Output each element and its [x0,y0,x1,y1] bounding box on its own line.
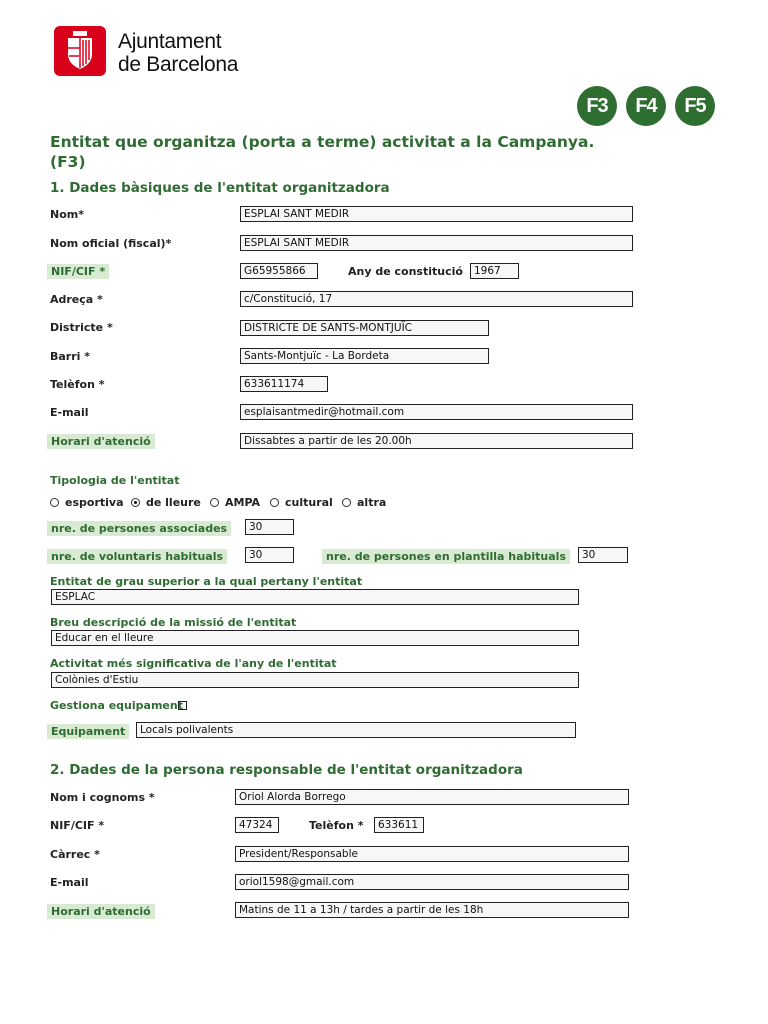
adreca-label: Adreça * [50,293,103,306]
form-badge-f3[interactable]: F3 [577,86,617,126]
radio-cultural[interactable] [270,496,333,509]
nom-oficial-label: Nom oficial (fiscal)* [50,237,172,250]
tipologia-label: Tipologia de l'entitat [50,474,180,487]
email-field[interactable]: esplaisantmedir@hotmail.com [240,404,633,420]
telefon-label: Telèfon * [50,378,105,391]
radio-label: de lleure [146,496,201,509]
email-label: E-mail [50,406,89,419]
grau-field[interactable]: ESPLAC [51,589,579,605]
resp-nom-field[interactable]: Oriol Alorda Borrego [235,789,629,805]
any-constitucio-field[interactable]: 1967 [470,263,519,279]
nif-field[interactable]: G65955866 [240,263,318,279]
radio-de-lleure[interactable] [131,496,201,509]
resp-horari-label: Horari d'atenció [47,904,155,919]
nom-field[interactable]: ESPLAI SANT MEDIR [240,206,633,222]
org-name [118,30,238,76]
page-title: Entitat que organitza (porta a terme) activitat a la Campanya. (F3) [50,133,595,171]
activitat-field[interactable]: Colònies d'Estiu [51,672,579,688]
districte-label: Districte * [50,321,113,334]
radio-circle-selected [131,498,140,507]
section1-heading: 1. Dades bàsiques de l'entitat organitzadora [50,180,390,196]
barcelona-shield-icon [54,26,106,76]
resp-carrec-field[interactable]: President/Responsable [235,846,629,862]
section2-heading: 2. Dades de la persona responsable de l'entitat organitzadora [50,762,523,778]
radio-circle [342,498,351,507]
plantilla-field[interactable]: 30 [578,547,628,563]
missio-label: Breu descripció de la missió de l'entitat [50,616,297,629]
resp-horari-field[interactable]: Matins de 11 a 13h / tardes a partir de les 18h [235,902,629,918]
associades-label: nre. de persones associades [47,521,231,536]
radio-circle [270,498,279,507]
radio-altra[interactable] [342,496,386,509]
org-name-line1: Ajuntament [118,30,222,53]
telefon-field[interactable]: 633611174 [240,376,328,392]
form-badge-f4[interactable]: F4 [626,86,666,126]
districte-field[interactable]: DISTRICTE DE SANTS-MONTJUÏC [240,320,489,336]
radio-label: altra [357,496,387,509]
resp-nif-field[interactable]: 47324 [235,817,279,833]
radio-esportiva[interactable] [50,496,124,509]
nif-label: NIF/CIF * [47,264,109,279]
gestiona-label: Gestiona equipament [50,699,183,712]
activitat-label: Activitat més significativa de l'any de l'entitat [50,657,337,670]
radio-label: esportiva [65,496,124,509]
org-name-line2: de Barcelona [118,53,239,76]
plantilla-label: nre. de persones en plantilla habituals [322,549,570,564]
voluntaris-label: nre. de voluntaris habituals [47,549,227,564]
nom-oficial-field[interactable]: ESPLAI SANT MEDIR [240,235,633,251]
radio-label: cultural [285,496,333,509]
resp-telefon-label: Telèfon * [309,819,364,832]
equipament-label: Equipament [47,724,129,739]
resp-nif-label: NIF/CIF * [50,819,105,832]
gestiona-checkbox[interactable] [178,701,187,710]
equipament-field[interactable]: Locals polivalents [136,722,576,738]
form-badge-f5[interactable]: F5 [675,86,715,126]
resp-email-label: E-mail [50,876,89,889]
resp-carrec-label: Càrrec * [50,848,100,861]
barri-label: Barri * [50,350,91,363]
radio-label: AMPA [225,496,261,509]
grau-label: Entitat de grau superior a la qual pertany l'entitat [50,575,363,588]
barri-field[interactable]: Sants-Montjuïc - La Bordeta [240,348,489,364]
radio-circle [50,498,59,507]
voluntaris-field[interactable]: 30 [245,547,294,563]
horari-label: Horari d'atenció [47,434,155,449]
any-constitucio-label: Any de constitució [348,265,463,278]
resp-nom-label: Nom i cognoms * [50,791,155,804]
radio-circle [210,498,219,507]
missio-field[interactable]: Educar en el lleure [51,630,579,646]
adreca-field[interactable]: c/Constitució, 17 [240,291,633,307]
associades-field[interactable]: 30 [245,519,294,535]
resp-telefon-field[interactable]: 633611 [374,817,424,833]
radio-ampa[interactable] [210,496,260,509]
resp-email-field[interactable]: oriol1598@gmail.com [235,874,629,890]
horari-field[interactable]: Dissabtes a partir de les 20.00h [240,433,633,449]
nom-label: Nom* [50,208,84,221]
